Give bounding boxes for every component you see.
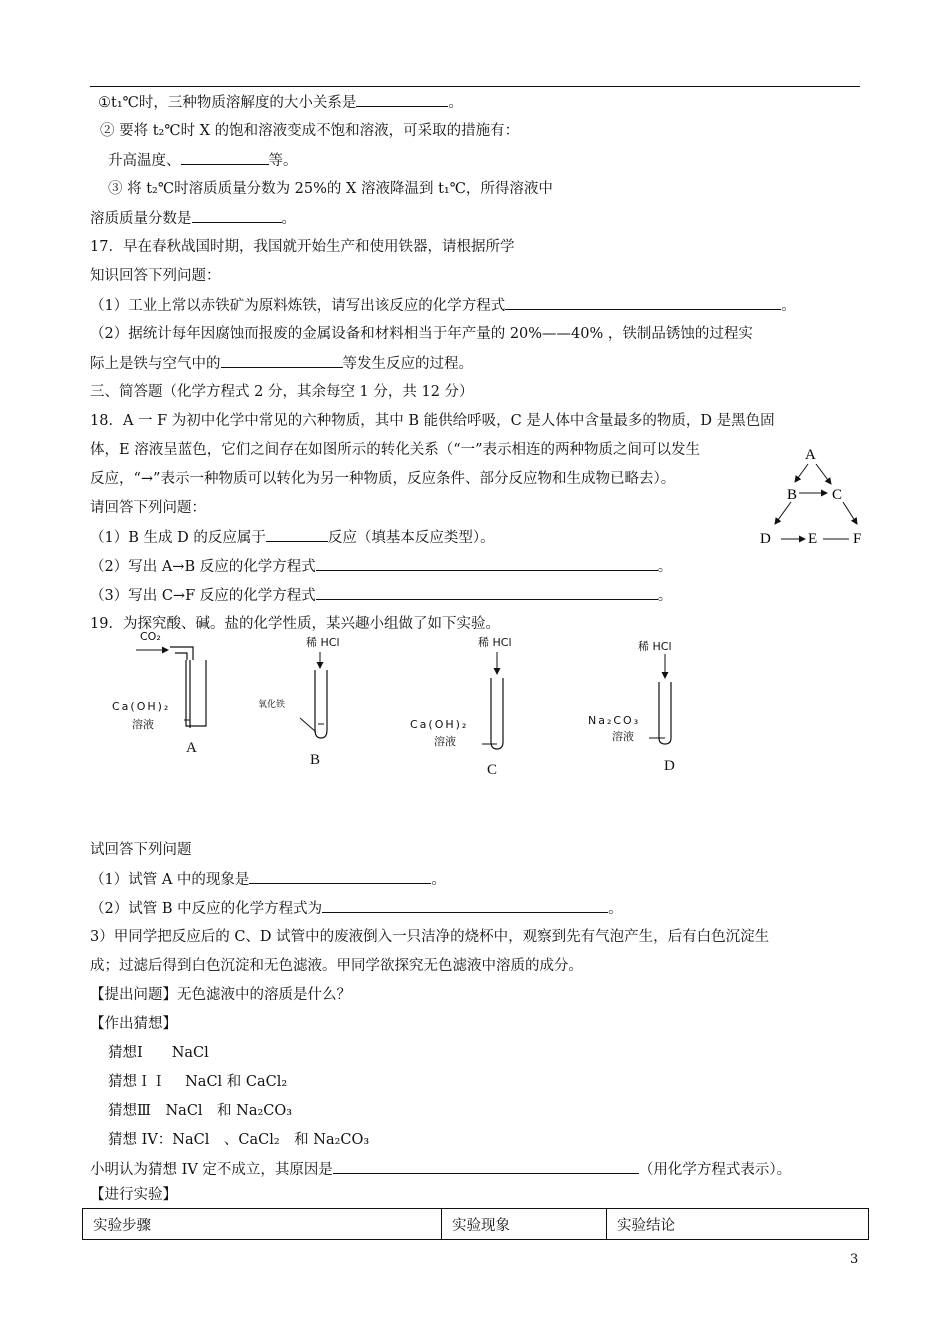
q16-line-5: 溶质质量分数是 。 (90, 208, 296, 229)
tube-label-a: A (186, 740, 197, 756)
node-d: D (760, 531, 771, 547)
q17-line-5: 际上是铁与空气中的 等发生反应的过程。 (90, 353, 473, 374)
label-solution-a: 溶液 (132, 718, 154, 731)
section-3-title: 三、简答题（化学方程式 2 分，其余每空 1 分，共 12 分） (90, 384, 474, 400)
test-tube-b (280, 650, 350, 740)
answer-blank[interactable] (505, 295, 781, 310)
q17-line-4: （2）据统计每年因腐蚀而报废的金属设备和材料相当于年产量的 20%——40% ，铁制品锈蚀的过程实 (90, 326, 753, 342)
answer-blank[interactable] (221, 353, 343, 368)
node-e: E (808, 531, 818, 547)
guess-4: 猜想 IV：NaCl 、CaCl₂ 和 Na₂CO₃ (108, 1132, 370, 1148)
guess-2: 猜想ＩＩ NaCl 和 CaCl₂ (108, 1074, 288, 1090)
node-b: B (787, 487, 798, 503)
arrow-b-d (775, 502, 791, 524)
q19-line-5: 3）甲同学把反应后的 C、D 试管中的废液倒入一只洁净的烧杯中，观察到先有气泡产生，后有白色沉淀生 (90, 929, 770, 945)
experiment-table (82, 1208, 869, 1240)
q18-line-6: （2）写出 A→B 反应的化学方程式 。 (90, 556, 672, 577)
answer-blank[interactable] (266, 527, 328, 542)
q18-relation-diagram (755, 442, 867, 548)
node-a: A (805, 447, 816, 463)
label-hcl-c: 稀 HCl (478, 636, 512, 649)
answer-blank[interactable] (356, 92, 448, 107)
arrow-a-c (816, 464, 831, 484)
q19-line-3: （1）试管 A 中的现象是 。 (90, 869, 446, 890)
label-hcl-b: 稀 HCl (306, 636, 340, 649)
q16-line-2: ② 要将 t₂℃时 X 的饱和溶液变成不饱和溶液，可采取的措施有： (100, 123, 520, 139)
tube-label-b: B (310, 752, 321, 768)
q19-line-1: 19．为探究酸、碱。盐的化学性质，某兴趣小组做了如下实验。 (90, 616, 500, 632)
guess-1: 猜想Ⅰ NaCl (108, 1045, 209, 1061)
page-number: 3 (850, 1252, 859, 1267)
label-caoh2-c: Ca(OH)₂ (410, 718, 469, 731)
test-tube-c (470, 650, 530, 755)
q17-line-3: （1）工业上常以赤铁矿为原料炼铁，请写出该反应的化学方程式 。 (90, 295, 796, 316)
q18-line-3: 反应，“→”表示一种物质可以转化为另一种物质，反应条件、部分反应物和生成物已略去）。 (90, 471, 676, 487)
q19-line-7: 【提出问题】无色滤液中的溶质是什么？ (90, 987, 351, 1003)
answer-blank[interactable] (192, 208, 282, 223)
tube-body (659, 682, 671, 744)
header-rule (90, 86, 860, 87)
q18-line-5: （1）B 生成 D 的反应属于 反应（填基本反应类型）。 (90, 527, 495, 548)
answer-blank[interactable] (316, 585, 658, 600)
q19-line-8: 【作出猜想】 (90, 1016, 177, 1032)
tube-label-c: C (487, 762, 498, 778)
answer-blank[interactable] (333, 1159, 639, 1174)
q19-line-9: 小明认为猜想 IV 定不成立，其原因是 （用化学方程式表示）。 (90, 1159, 791, 1180)
q17-line-1: 17．早在春秋战国时期，我国就开始生产和使用铁器，请根据所学 (90, 239, 515, 255)
q17-line-2: 知识回答下列问题： (90, 268, 221, 284)
arrow-a-b (795, 464, 808, 482)
q18-line-7: （3）写出 C→F 反应的化学方程式 。 (90, 585, 672, 606)
q16-line-3: 升高温度、 等。 (108, 150, 298, 171)
test-tube-d (645, 652, 695, 748)
label-na2co3: Na₂CO₃ (588, 714, 641, 727)
answer-blank[interactable] (316, 556, 658, 571)
answer-blank[interactable] (249, 869, 431, 884)
header-conclusion: 实验结论 (607, 1209, 869, 1240)
q18-line-4: 请回答下列问题： (90, 500, 206, 516)
q18-line-1: 18．A 一 F 为初中化学中常见的六种物质，其中 B 能供给呼吸，C 是人体中含量最多的物质，D 是黑色固 (90, 413, 775, 429)
q19-line-10: 【进行实验】 (90, 1187, 177, 1203)
label-caoh2-a: Ca(OH)₂ (112, 700, 171, 713)
answer-blank[interactable] (181, 150, 269, 165)
q19-line-2: 试回答下列问题 (90, 842, 192, 858)
node-c: C (832, 487, 843, 503)
header-step: 实验步骤 (83, 1209, 442, 1240)
arrow-c-f (843, 502, 857, 524)
label-hcl-d: 稀 HCl (638, 640, 672, 653)
q16-line-1: ①t₁℃时，三种物质溶解度的大小关系是 。 (98, 92, 463, 113)
q19-line-6: 成；过滤后得到白色沉淀和无色滤液。甲同学欲探究无色滤液中溶质的成分。 (90, 958, 583, 974)
q19-line-4: （2）试管 B 中反应的化学方程式为 。 (90, 898, 623, 919)
tube-body (186, 660, 206, 726)
tube-body (315, 670, 327, 738)
table-header-row (83, 1209, 869, 1240)
label-solution-c: 溶液 (434, 735, 456, 748)
header-phenomenon: 实验现象 (442, 1209, 607, 1240)
node-f: F (853, 531, 862, 547)
answer-blank[interactable] (322, 898, 608, 913)
label-solution-d: 溶液 (612, 730, 634, 743)
guess-3: 猜想Ⅲ NaCl 和 Na₂CO₃ (108, 1103, 293, 1119)
label-iron-oxide: 氧化铁 (258, 700, 286, 710)
q16-line-4: ③ 将 t₂℃时溶质质量分数为 25%的 X 溶液降温到 t₁℃，所得溶液中 (108, 181, 553, 197)
tube-body (491, 678, 503, 749)
label-co2: CO₂ (140, 630, 161, 643)
q18-line-2: 体，E 溶液呈蓝色，它们之间存在如图所示的转化关系（“一”表示相连的两种物质之间可以发生 (90, 442, 701, 458)
tube-label-d: D (664, 758, 675, 774)
